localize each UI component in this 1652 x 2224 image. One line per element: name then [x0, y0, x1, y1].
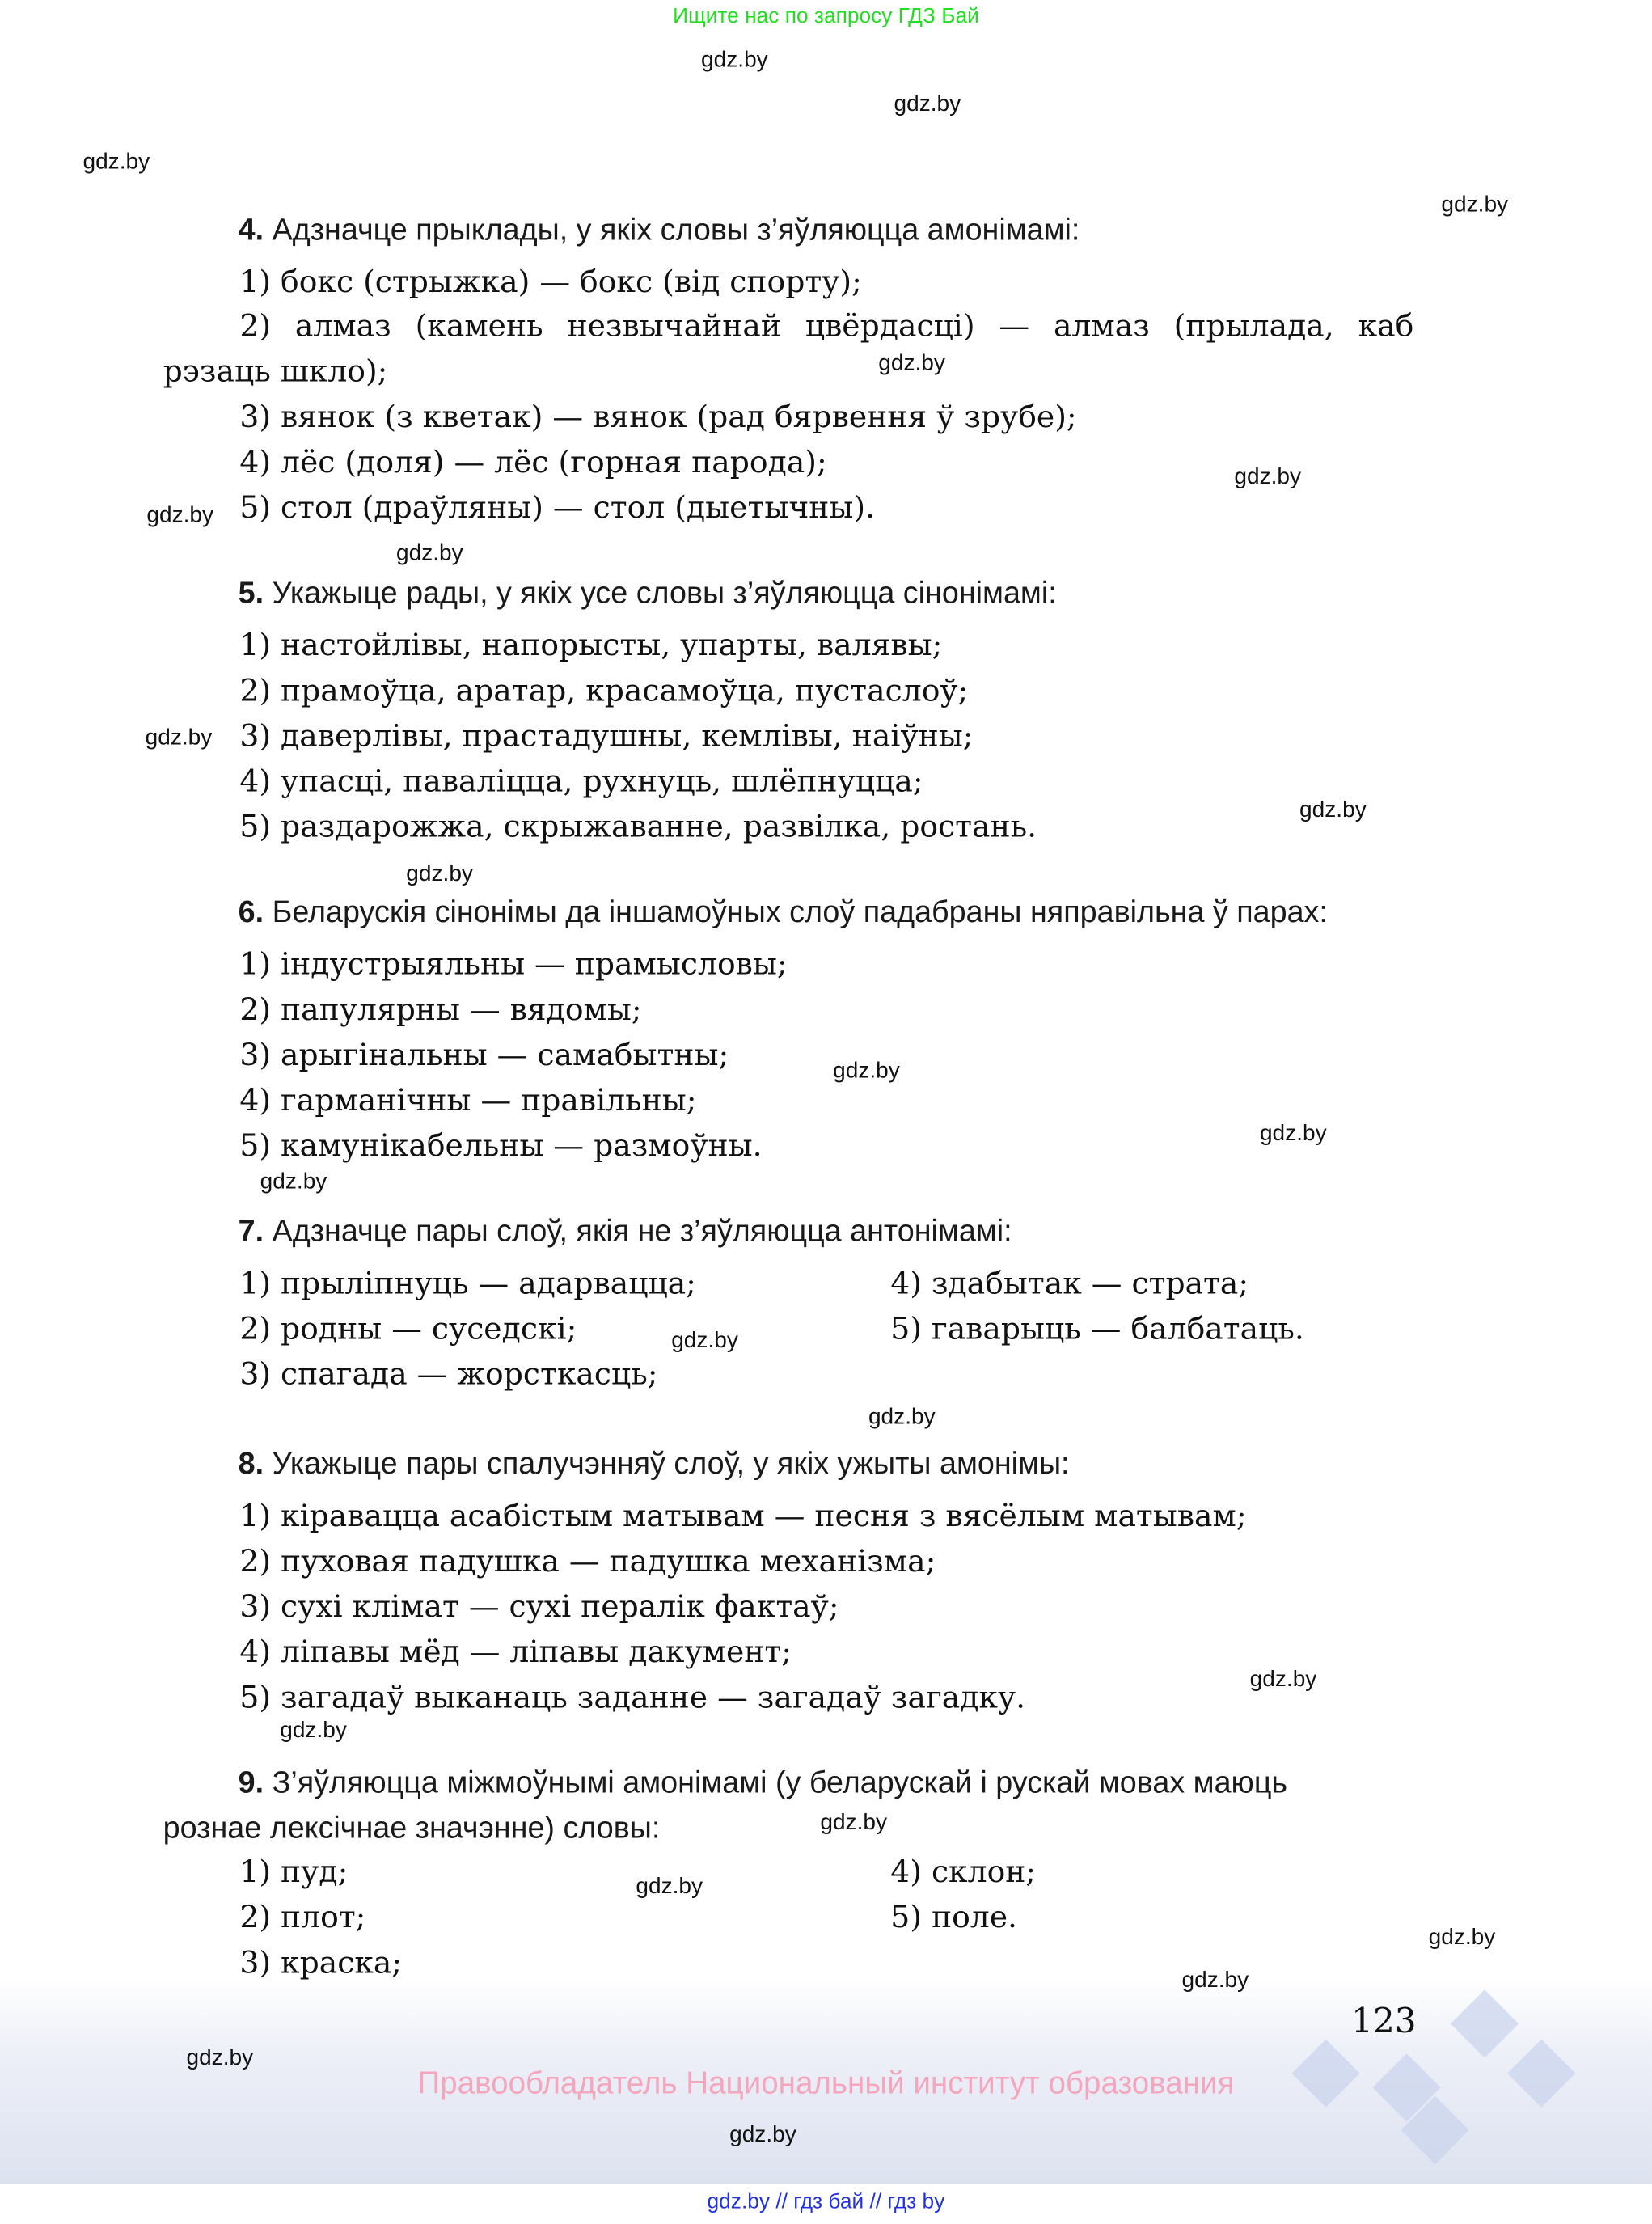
answer-option: 2) пуховая падушка — падушка механізма; [239, 1544, 936, 1580]
answer-option: 4) склон; [890, 1854, 1037, 1891]
watermark: gdz.by [186, 2046, 254, 2071]
question-7-heading [239, 1212, 1012, 1249]
question-number: 7. [238, 1214, 264, 1249]
answer-option: 4) ліпавы мёд — ліпавы дакумент; [239, 1634, 792, 1671]
search-note: Ищите нас по запросу ГДЗ Бай [673, 4, 979, 29]
answer-option: 5) загадаў выканаць заданне — загадаў загадку. [239, 1681, 1026, 1716]
question-text: Укажыце рады, у якіх усе словы з’яўляюцца сінонімамі: [272, 575, 1057, 611]
answer-option: 1) прыліпнуць — адарвацца; [239, 1266, 696, 1302]
question-text: Адзначце пары слоў, якія не з’яўляюцца антонімамі: [272, 1214, 1012, 1249]
answer-option: 1) індустрыяльны — прамысловы; [239, 947, 788, 983]
question-6-heading [239, 894, 1328, 931]
answer-option: 2) прамоўца, аратар, красамоўца, пустаслоў; [239, 673, 969, 709]
answer-option: 3) арыгінальны — самабытны; [239, 1038, 729, 1074]
answer-option: 1) пуд; [239, 1854, 349, 1891]
watermark: gdz.by [260, 1169, 327, 1194]
answer-option: 5) камунікабельны — размоўны. [239, 1128, 763, 1165]
watermark: gdz.by [671, 1329, 738, 1353]
question-9-text-cont: рознае лексічнае значэнне) словы: [163, 1811, 661, 1846]
answer-option: 1) бокс (стрыжка) — бокс (від спорту); [239, 264, 862, 301]
answer-option: 2) родны — суседскі; [239, 1312, 577, 1347]
watermark: gdz.by [894, 91, 961, 116]
answer-option: 2) алмаз (камень незвычайнай цвёрдасці) — алмаз (прылада, каб [239, 309, 1414, 345]
answer-option: 2) плот; [239, 1900, 366, 1936]
watermark: gdz.by [701, 48, 768, 73]
watermark: gdz.by [1259, 1122, 1327, 1146]
answer-option-cont: рэзаць шкло); [163, 354, 388, 391]
answer-option: 3) даверлівы, прастадушны, кемлівы, наіўны; [239, 719, 974, 755]
answer-option: 5) стол (драўляны) — стол (дыетычны). [239, 490, 876, 526]
answer-option: 1) настойлівы, напорысты, упарты, валявы; [239, 628, 943, 664]
watermark: gdz.by [868, 1405, 936, 1430]
question-number: 6. [238, 894, 264, 929]
answer-option: 5) раздарожжа, скрыжаванне, развілка, ростань. [239, 810, 1037, 846]
question-text: Адзначце прыклады, у якіх словы з’яўляюцца амонімамі: [272, 213, 1080, 247]
answer-option: 1) кіравацца асабістым матывам — песня з вясёлым матывам; [239, 1499, 1247, 1535]
answer-option: 4) лёс (доля) — лёс (горная парода); [239, 445, 827, 481]
question-5-heading [239, 574, 1057, 611]
question-text: Укажыце пары спалучэнняў слоў, у якіх ужыты амонімы: [272, 1446, 1070, 1481]
question-number: 5. [238, 575, 264, 611]
watermark: gdz.by [833, 1059, 900, 1084]
watermark: gdz.by [1441, 192, 1509, 218]
answer-option: 3) краска; [239, 1945, 403, 1981]
copyright-note: Правообладатель Национальный институт образования [417, 2065, 1235, 2101]
answer-option: 3) сухі клімат — сухі пералік фактаў; [239, 1589, 839, 1626]
watermark: gdz.by [1428, 1926, 1496, 1951]
watermark: gdz.by [820, 1811, 888, 1836]
answer-option: 4) упасці, паваліцца, рухнуць, шлёпнуцца; [239, 764, 923, 801]
answer-option: 5) поле. [890, 1900, 1018, 1936]
watermark: gdz.by [1181, 1968, 1249, 1993]
answer-option: 2) папулярны — вядомы; [239, 992, 642, 1029]
watermark: gdz.by [729, 2123, 796, 2147]
question-text: З’яўляюцца міжмоўнымі амонімамі (у беларускай і рускай мовах маюць [272, 1765, 1288, 1800]
answer-option: 4) гарманічны — правільны; [239, 1083, 697, 1119]
watermark: gdz.by [878, 351, 945, 376]
question-8-heading [239, 1445, 1070, 1482]
watermark: gdz.by [145, 725, 213, 750]
answer-option: 3) спагада — жорсткасць; [239, 1357, 658, 1393]
watermark: gdz.by [1249, 1668, 1317, 1693]
answer-option: 5) гаварыць — балбатаць. [890, 1312, 1304, 1347]
watermark: gdz.by [636, 1875, 703, 1900]
watermark: gdz.by [1299, 798, 1367, 823]
watermark: gdz.by [146, 503, 214, 528]
page-number: 123 [1351, 2001, 1417, 2041]
question-number: 9. [238, 1765, 264, 1800]
answer-option: 4) здабытак — страта; [890, 1266, 1249, 1302]
watermark: gdz.by [406, 862, 473, 886]
answer-option: 3) вянок (з кветак) — вянок (рад бярвення ў зрубе); [239, 400, 1077, 436]
watermark: gdz.by [82, 150, 150, 175]
question-text: Беларускія сінонімы да іншамоўных слоў падабраны няправільна ў парах: [272, 894, 1328, 929]
question-number: 4. [238, 213, 264, 247]
watermark: gdz.by [280, 1719, 347, 1744]
question-4-heading [239, 211, 1080, 248]
watermark: gdz.by [1234, 465, 1302, 489]
footer-links[interactable]: gdz.by // гдз бай // гдз by [707, 2189, 945, 2214]
question-9-heading [239, 1764, 1287, 1801]
decorative-diamond [1451, 1989, 1519, 2057]
question-number: 8. [238, 1446, 264, 1481]
watermark: gdz.by [396, 541, 463, 566]
